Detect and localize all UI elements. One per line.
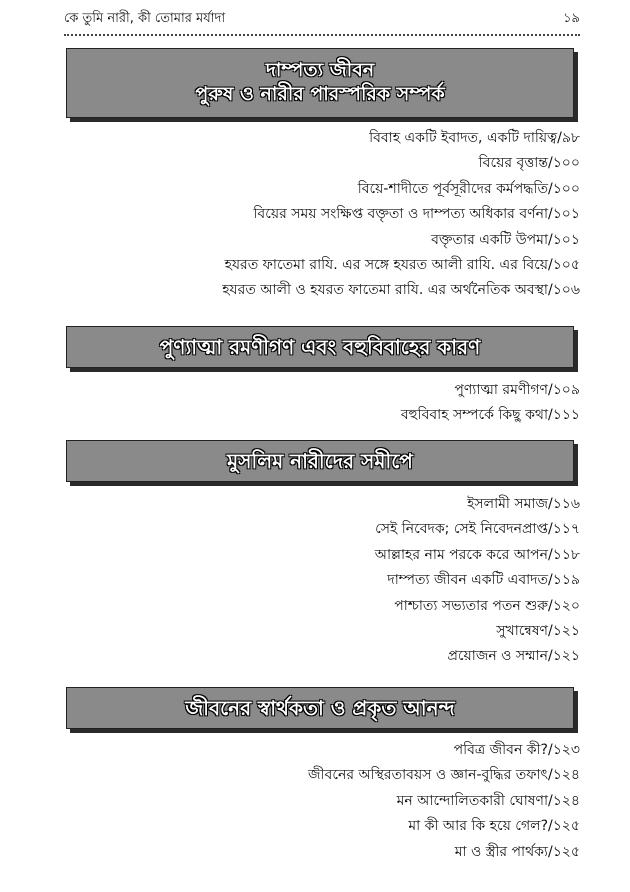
toc-list — [90, 126, 580, 304]
section-heading-banner — [66, 440, 574, 482]
running-head — [64, 8, 580, 30]
toc-entry: বিয়ের বৃত্তান্ত/১০০ — [478, 155, 580, 172]
section-heading-line: পুণ্যাত্মা রমণীগণ এবং বহুবিবাহের কারণ — [159, 334, 481, 359]
section-heading-banner — [66, 326, 574, 368]
toc-entry: হযরত আলী ও হযরত ফাতেমা রাযি. এর অর্থনৈতিক অবস্থা/১০৬ — [222, 282, 580, 299]
section-heading-line: মুসলিম নারীদের সমীপে — [227, 448, 413, 473]
toc-entry: হযরত ফাতেমা রাযি. এর সঙ্গে হযরত আলী রাযি. এর বিয়ে/১০৫ — [224, 256, 580, 273]
toc-entry: জীবনের অস্থিরতাবয়স ও জ্ঞান-বুদ্ধির তফাৎ/১২৪ — [308, 767, 580, 784]
section-heading-line: দাম্পত্য জীবন — [265, 59, 375, 82]
toc-entry: মা ও স্ত্রীর পার্থক্য/১২৫ — [454, 843, 580, 860]
toc-list — [90, 738, 580, 865]
toc-entry: সুখান্বেষণ/১২১ — [496, 622, 580, 639]
toc-entry: বিয়ে-শাদীতে পূর্বসূরীদের কর্মপদ্ধতি/১০০ — [357, 180, 580, 197]
toc-entry: দাম্পত্য জীবন একটি এবাদত/১১৯ — [387, 572, 580, 589]
page-number: ১৯ — [563, 10, 580, 26]
toc-entry: সেই নিবেদক; সেই নিবেদনপ্রাপ্ত/১১৭ — [375, 521, 580, 538]
toc-entry: বিয়ের সময় সংক্ষিপ্ত বক্তৃতা ও দাম্পত্য অধিকার বর্ণনা/১০১ — [253, 206, 580, 223]
toc-entry: বক্তৃতার একটি উপমা/১০১ — [431, 231, 580, 248]
dotted-rule — [64, 34, 580, 36]
toc-entry: বহুবিবাহ সম্পর্কে কিছু কথা/১১১ — [400, 407, 580, 424]
toc-list — [90, 378, 580, 429]
toc-entry: পবিত্র জীবন কী?/১২৩ — [453, 742, 580, 758]
toc-entry: ইসলামী সমাজ/১১৬ — [467, 496, 580, 512]
toc-entry: আল্লাহর নাম পরকে করে আপন/১১৮ — [374, 546, 580, 563]
section-heading-line: পুরুষ ও নারীর পারস্পরিক সম্পর্ক — [195, 83, 445, 105]
toc-list — [90, 492, 580, 670]
section-heading-line: জীবনের স্বার্থকতা ও প্রকৃত আনন্দ — [185, 695, 455, 720]
toc-entry: বিবাহ একটি ইবাদত, একটি দায়িত্ব/৯৮ — [369, 130, 580, 146]
toc-entry: মন আন্দোলিতকারী ঘোষণা/১২৪ — [396, 792, 580, 809]
section-heading-banner — [66, 48, 574, 118]
toc-entry: পুণ্যাত্মা রমণীগণ/১০৯ — [454, 382, 580, 398]
toc-entry: পাশ্চাত্য সভ্যতার পতন শুরু/১২০ — [394, 597, 580, 614]
book-title: কে তুমি নারী, কী তোমার মর্যাদা — [64, 10, 226, 26]
toc-entry: মা কী আর কি হয়ে গেল?/১২৫ — [408, 818, 580, 835]
toc-entry: প্রয়োজন ও সম্মান/১২১ — [447, 648, 580, 665]
section-heading-banner — [66, 687, 574, 729]
